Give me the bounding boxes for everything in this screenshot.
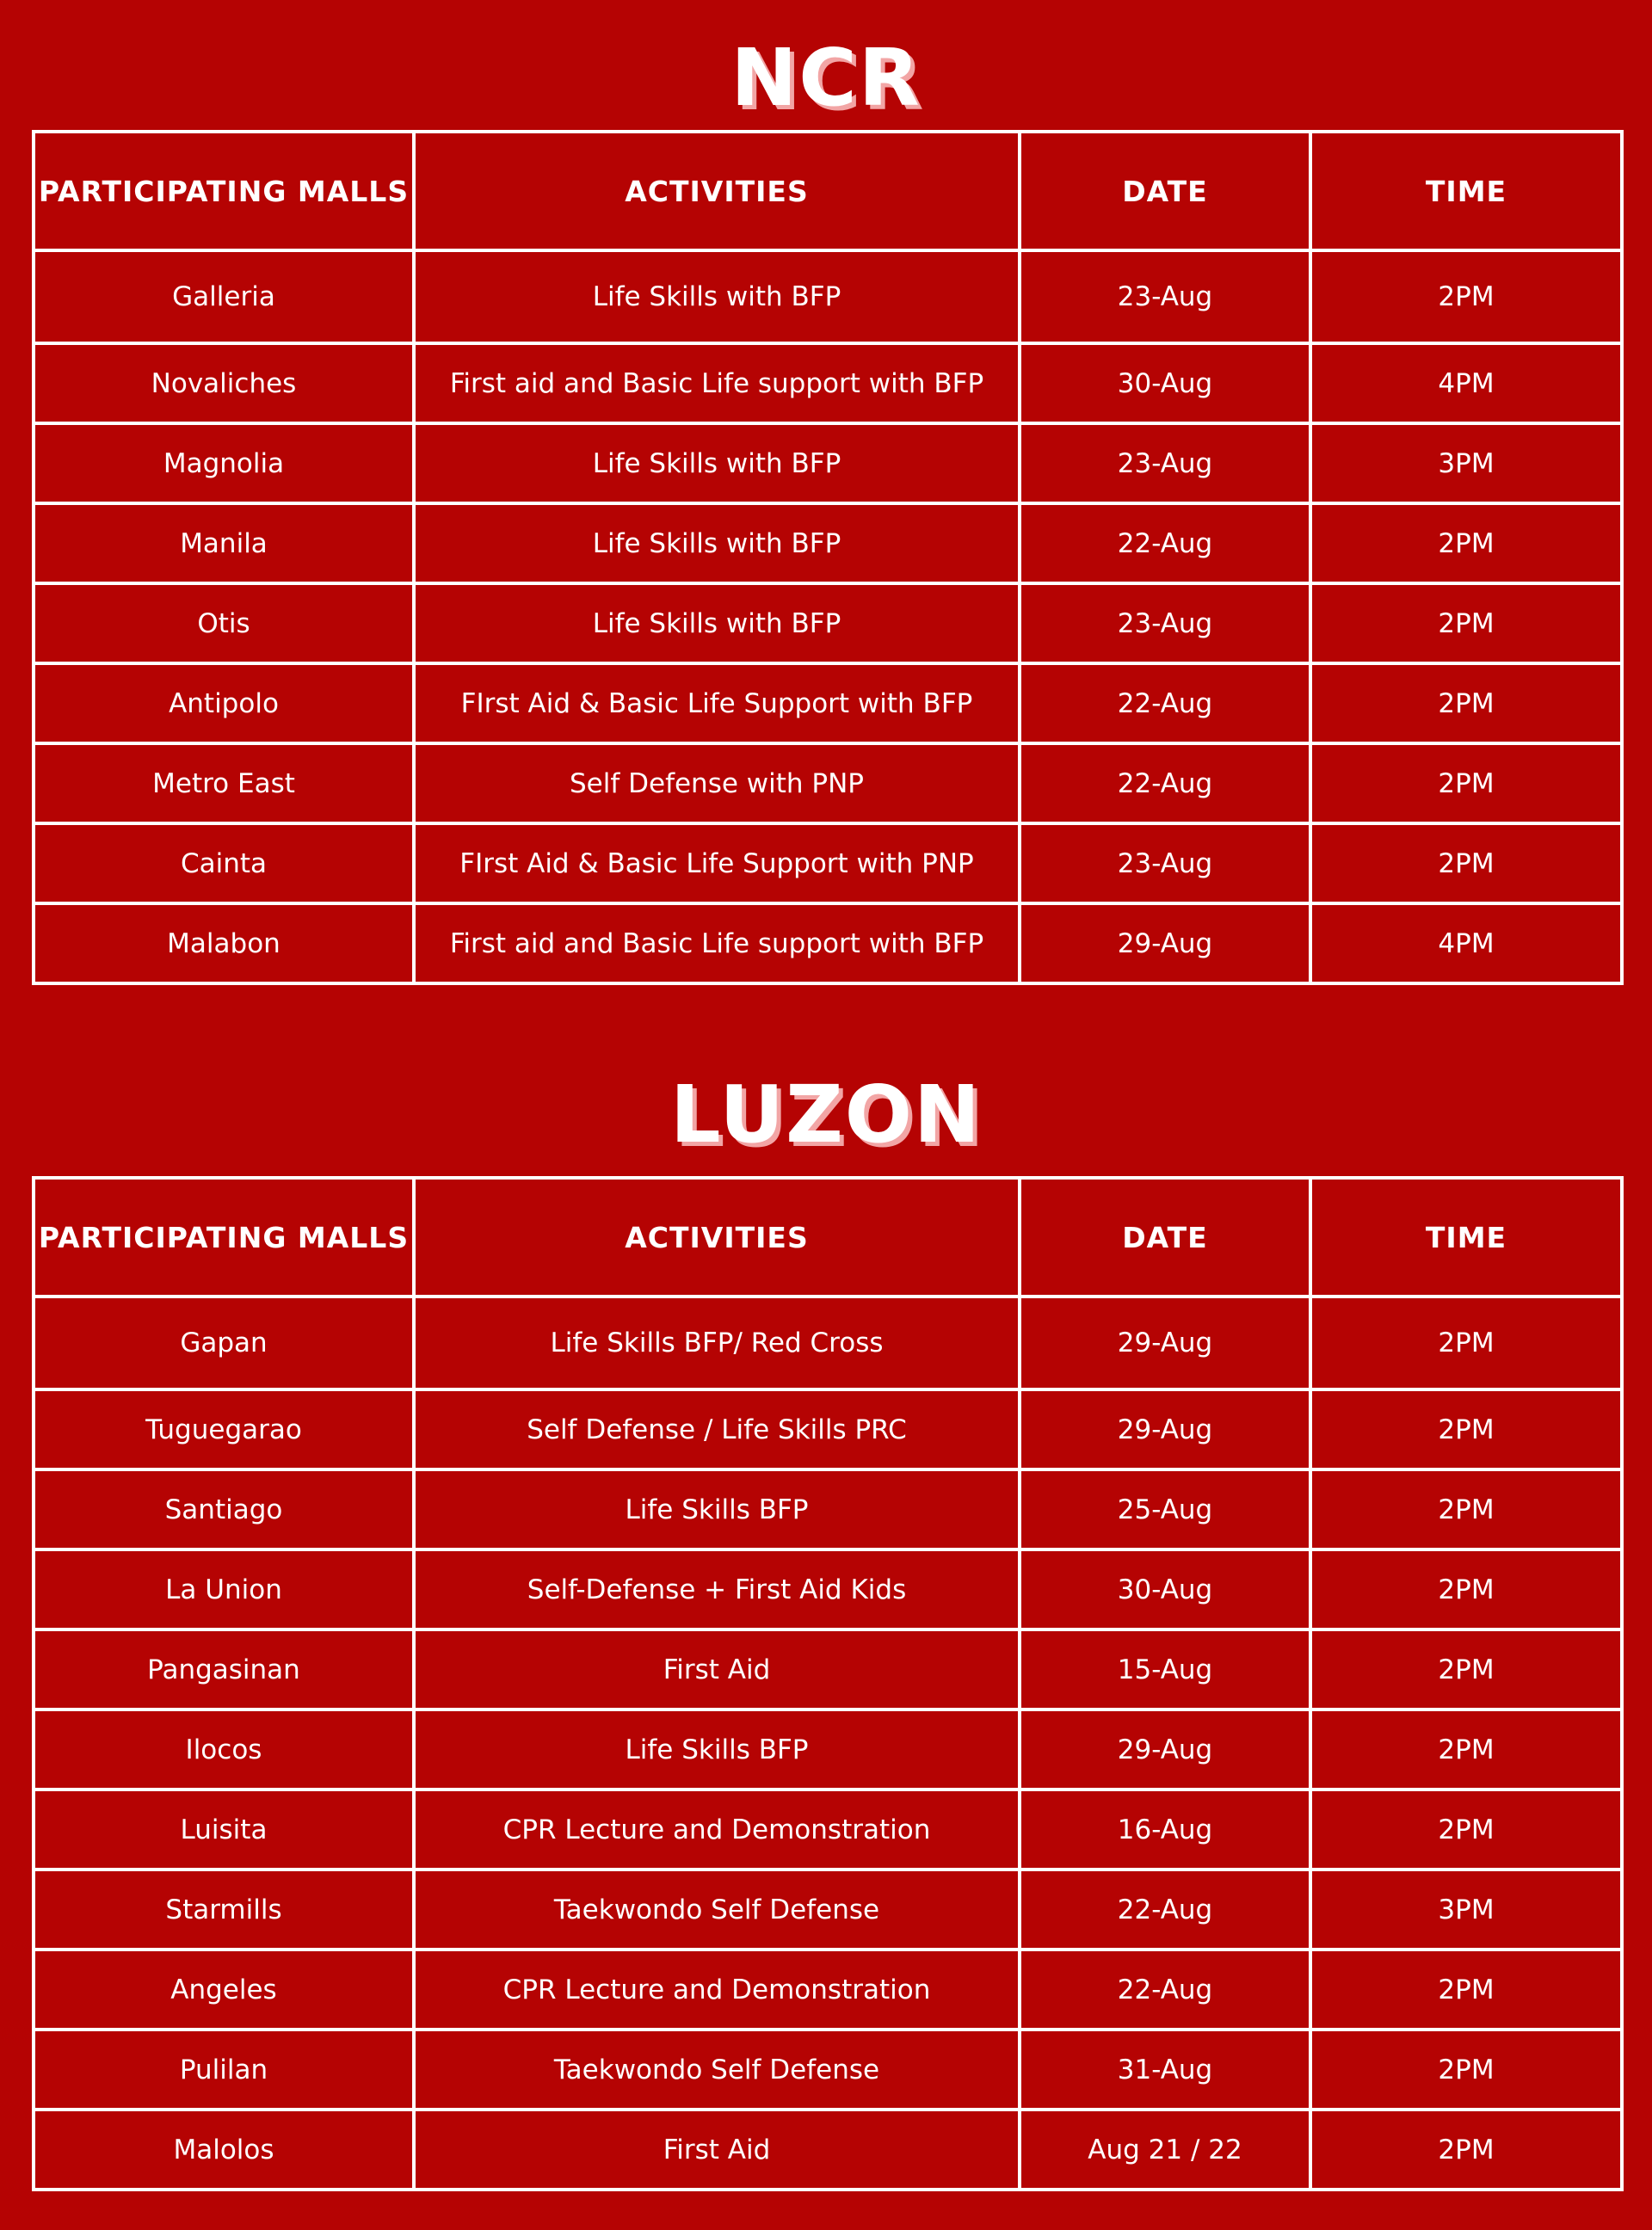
cell-activity: Life Skills BFP	[414, 1709, 1020, 1790]
cell-date: 25-Aug	[1020, 1469, 1310, 1549]
cell-date: 30-Aug	[1020, 1549, 1310, 1629]
cell-date: 29-Aug	[1020, 1709, 1310, 1790]
cell-activity: Self Defense / Life Skills PRC	[414, 1389, 1020, 1469]
cell-date: 31-Aug	[1020, 2030, 1310, 2110]
cell-time: 2PM	[1310, 2030, 1622, 2110]
cell-activity: CPR Lecture and Demonstration	[414, 1950, 1020, 2030]
column-header-activities: ACTIVITIES	[414, 132, 1020, 250]
cell-activity: FIrst Aid & Basic Life Support with BFP	[414, 663, 1020, 743]
cell-time: 2PM	[1310, 503, 1622, 583]
table-row	[34, 250, 1622, 343]
table-body-luzon	[34, 1297, 1622, 2190]
table-row	[34, 343, 1622, 423]
cell-activity: Self-Defense + First Aid Kids	[414, 1549, 1020, 1629]
column-header-activities: ACTIVITIES	[414, 1178, 1020, 1297]
cell-mall: Tuguegarao	[34, 1389, 414, 1469]
table-row	[34, 1297, 1622, 1389]
cell-time: 4PM	[1310, 343, 1622, 423]
cell-time: 2PM	[1310, 250, 1622, 343]
cell-mall: Magnolia	[34, 423, 414, 503]
cell-date: 23-Aug	[1020, 583, 1310, 663]
cell-activity: Life Skills with BFP	[414, 423, 1020, 503]
cell-mall: Manila	[34, 503, 414, 583]
column-header-date: DATE	[1020, 1178, 1310, 1297]
cell-activity: First aid and Basic Life support with BFP	[414, 903, 1020, 983]
cell-time: 3PM	[1310, 423, 1622, 503]
column-header-malls: PARTICIPATING MALLS	[34, 1178, 414, 1297]
cell-time: 2PM	[1310, 1297, 1622, 1389]
table-header-row	[34, 1178, 1622, 1297]
cell-mall: Malolos	[34, 2110, 414, 2190]
table-body-ncr	[34, 250, 1622, 983]
table-row	[34, 2110, 1622, 2190]
cell-time: 2PM	[1310, 1790, 1622, 1870]
table-row	[34, 1790, 1622, 1870]
table-row	[34, 663, 1622, 743]
section-title-luzon: LUZON	[670, 1069, 982, 1161]
cell-activity: FIrst Aid & Basic Life Support with PNP	[414, 823, 1020, 903]
table-row	[34, 1950, 1622, 2030]
table-row	[34, 1389, 1622, 1469]
cell-time: 2PM	[1310, 823, 1622, 903]
table-row	[34, 1709, 1622, 1790]
cell-date: 23-Aug	[1020, 423, 1310, 503]
cell-date: 30-Aug	[1020, 343, 1310, 423]
cell-date: 23-Aug	[1020, 250, 1310, 343]
cell-time: 2PM	[1310, 1709, 1622, 1790]
cell-time: 2PM	[1310, 1549, 1622, 1629]
table-row	[34, 423, 1622, 503]
cell-time: 2PM	[1310, 1629, 1622, 1709]
column-header-time: TIME	[1310, 1178, 1622, 1297]
cell-mall: Cainta	[34, 823, 414, 903]
cell-mall: Starmills	[34, 1870, 414, 1950]
cell-time: 2PM	[1310, 743, 1622, 823]
cell-mall: La Union	[34, 1549, 414, 1629]
cell-mall: Antipolo	[34, 663, 414, 743]
cell-activity: Life Skills with BFP	[414, 583, 1020, 663]
cell-activity: Life Skills BFP	[414, 1469, 1020, 1549]
cell-time: 2PM	[1310, 663, 1622, 743]
cell-date: 22-Aug	[1020, 743, 1310, 823]
table-row	[34, 503, 1622, 583]
cell-time: 2PM	[1310, 1469, 1622, 1549]
cell-date: 15-Aug	[1020, 1629, 1310, 1709]
table-row	[34, 743, 1622, 823]
cell-time: 2PM	[1310, 1389, 1622, 1469]
column-header-date: DATE	[1020, 132, 1310, 250]
cell-date: Aug 21 / 22	[1020, 2110, 1310, 2190]
cell-mall: Novaliches	[34, 343, 414, 423]
cell-mall: Malabon	[34, 903, 414, 983]
cell-activity: Self Defense with PNP	[414, 743, 1020, 823]
cell-activity: Life Skills BFP/ Red Cross	[414, 1297, 1020, 1389]
cell-time: 3PM	[1310, 1870, 1622, 1950]
column-header-malls: PARTICIPATING MALLS	[34, 132, 414, 250]
cell-activity: Taekwondo Self Defense	[414, 2030, 1020, 2110]
cell-mall: Santiago	[34, 1469, 414, 1549]
cell-mall: Ilocos	[34, 1709, 414, 1790]
cell-date: 16-Aug	[1020, 1790, 1310, 1870]
cell-activity: Taekwondo Self Defense	[414, 1870, 1020, 1950]
section-title-ncr: NCR	[730, 32, 922, 124]
cell-mall: Pulilan	[34, 2030, 414, 2110]
table-row	[34, 1629, 1622, 1709]
cell-date: 29-Aug	[1020, 1389, 1310, 1469]
cell-activity: First Aid	[414, 2110, 1020, 2190]
table-header-row	[34, 132, 1622, 250]
cell-date: 22-Aug	[1020, 503, 1310, 583]
cell-activity: Life Skills with BFP	[414, 503, 1020, 583]
cell-mall: Angeles	[34, 1950, 414, 2030]
table-row	[34, 1469, 1622, 1549]
cell-mall: Metro East	[34, 743, 414, 823]
cell-activity: First aid and Basic Life support with BFP	[414, 343, 1020, 423]
cell-time: 2PM	[1310, 2110, 1622, 2190]
cell-date: 22-Aug	[1020, 1950, 1310, 2030]
cell-activity: Life Skills with BFP	[414, 250, 1020, 343]
cell-date: 29-Aug	[1020, 1297, 1310, 1389]
cell-mall: Luisita	[34, 1790, 414, 1870]
table-row	[34, 2030, 1622, 2110]
table-row	[34, 903, 1622, 983]
table-row	[34, 823, 1622, 903]
cell-activity: First Aid	[414, 1629, 1020, 1709]
cell-date: 23-Aug	[1020, 823, 1310, 903]
cell-time: 4PM	[1310, 903, 1622, 983]
table-row	[34, 1549, 1622, 1629]
schedule-table-ncr	[32, 130, 1624, 985]
cell-activity: CPR Lecture and Demonstration	[414, 1790, 1020, 1870]
cell-mall: Gapan	[34, 1297, 414, 1389]
cell-mall: Otis	[34, 583, 414, 663]
cell-mall: Pangasinan	[34, 1629, 414, 1709]
column-header-time: TIME	[1310, 132, 1622, 250]
schedule-table-luzon	[32, 1176, 1624, 2191]
cell-time: 2PM	[1310, 1950, 1622, 2030]
cell-date: 29-Aug	[1020, 903, 1310, 983]
cell-date: 22-Aug	[1020, 1870, 1310, 1950]
cell-time: 2PM	[1310, 583, 1622, 663]
table-row	[34, 1870, 1622, 1950]
cell-mall: Galleria	[34, 250, 414, 343]
table-row	[34, 583, 1622, 663]
cell-date: 22-Aug	[1020, 663, 1310, 743]
